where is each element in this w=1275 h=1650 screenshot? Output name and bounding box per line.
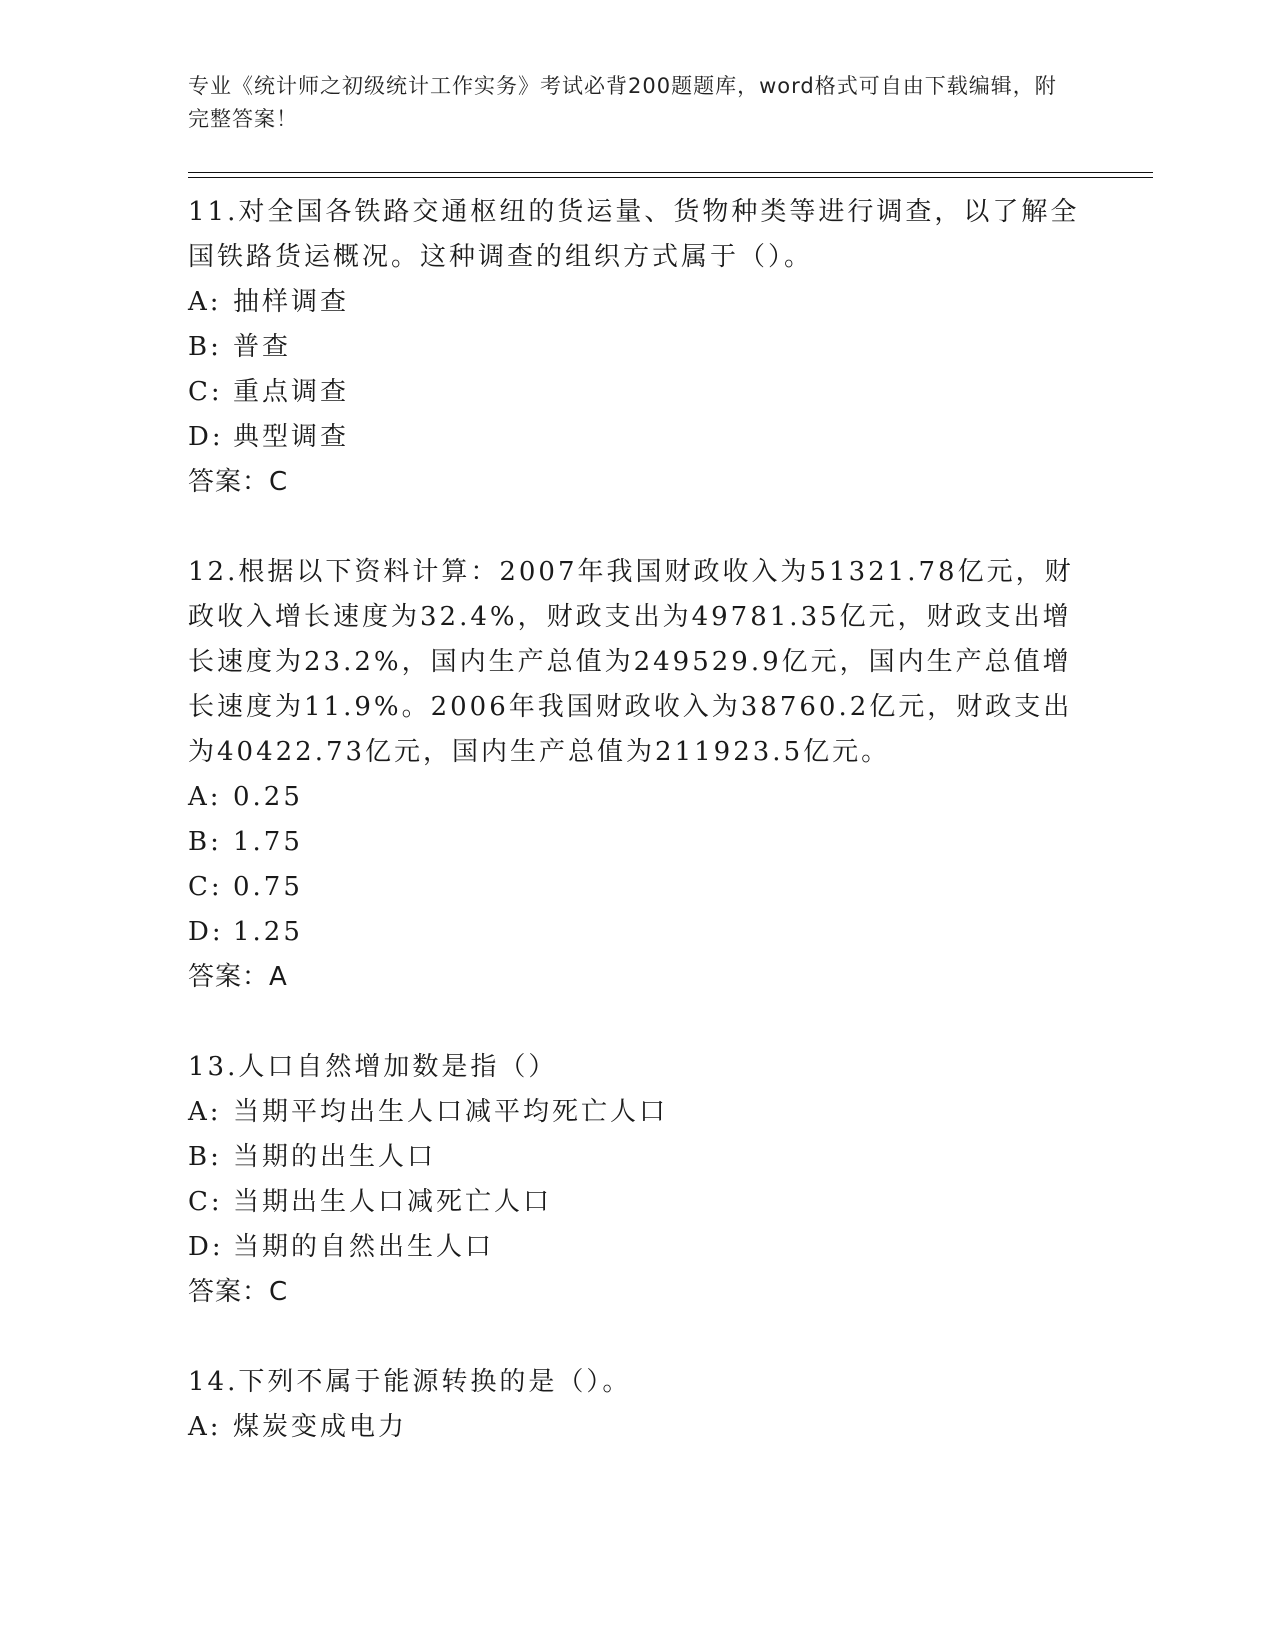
document-header: 专业《统计师之初级统计工作实务》考试必背200题题库，word格式可自由下载编辑，附完整答案！: [188, 74, 1057, 131]
header-double-rule: [188, 172, 1153, 178]
option-text: 重点调查: [233, 377, 350, 407]
option-letter: C:: [188, 872, 223, 902]
option-c: [188, 1180, 1153, 1225]
option-d: [188, 415, 1153, 460]
answer-line: 答案：C: [188, 467, 289, 497]
option-text: 当期平均出生人口减平均死亡人口: [233, 1097, 669, 1127]
option-letter: C:: [188, 1187, 223, 1217]
option-text: 典型调查: [233, 422, 350, 452]
option-text: 1.75: [233, 827, 303, 857]
option-text: 1.25: [233, 917, 303, 947]
option-letter: A:: [188, 1097, 222, 1127]
option-b: [188, 325, 1153, 370]
option-d: [188, 1225, 1153, 1270]
document-page: [188, 70, 1153, 1495]
answer-line: 答案：C: [188, 1277, 289, 1307]
option-text: 当期的出生人口: [233, 1142, 437, 1172]
option-text: 当期的自然出生人口: [233, 1232, 495, 1262]
option-letter: A:: [188, 287, 222, 317]
option-b: [188, 1135, 1153, 1180]
answer-line: 答案：A: [188, 962, 288, 992]
question-12: [188, 550, 1153, 1000]
option-text: 普查: [233, 332, 292, 362]
option-text: 抽样调查: [233, 287, 350, 317]
option-letter: B:: [188, 827, 222, 857]
question-stem: 13.人口自然增加数是指（）: [188, 1052, 558, 1082]
question-stem: 12.根据以下资料计算：2007年我国财政收入为51321.78亿元，财政收入增长速度为32.4%，财政支出为49781.35亿元，财政支出增长速度为23.2%，国内生产总值为249529.9亿元，国内生产总值增长速度为11.9%。2006年我国财政收入为38760.2亿元，财政支出为40422.73亿元，国内生产总值为211923.5亿元。: [188, 557, 1074, 767]
question-11: [188, 190, 1153, 505]
option-letter: B:: [188, 332, 222, 362]
option-a: [188, 280, 1153, 325]
option-letter: A:: [188, 1412, 222, 1442]
option-letter: A:: [188, 782, 222, 812]
question-13: [188, 1045, 1153, 1315]
option-letter: D:: [188, 1232, 224, 1262]
option-letter: B:: [188, 1142, 222, 1172]
option-letter: C:: [188, 377, 223, 407]
option-a: [188, 1405, 1153, 1450]
option-letter: D:: [188, 917, 224, 947]
option-text: 当期出生人口减死亡人口: [233, 1187, 553, 1217]
option-a: [188, 775, 1153, 820]
option-letter: D:: [188, 422, 224, 452]
question-stem: 14.下列不属于能源转换的是（）。: [188, 1367, 632, 1397]
option-text: 煤炭变成电力: [233, 1412, 408, 1442]
option-b: [188, 820, 1153, 865]
question-stem: 11.对全国各铁路交通枢纽的货运量、货物种类等进行调查，以了解全国铁路货运概况。这种调查的组织方式属于（）。: [188, 197, 1080, 272]
option-a: [188, 1090, 1153, 1135]
question-14: [188, 1360, 1153, 1450]
option-c: [188, 865, 1153, 910]
question-list: [188, 190, 1153, 1450]
option-text: 0.25: [233, 782, 303, 812]
option-d: [188, 910, 1153, 955]
option-c: [188, 370, 1153, 415]
option-text: 0.75: [233, 872, 303, 902]
